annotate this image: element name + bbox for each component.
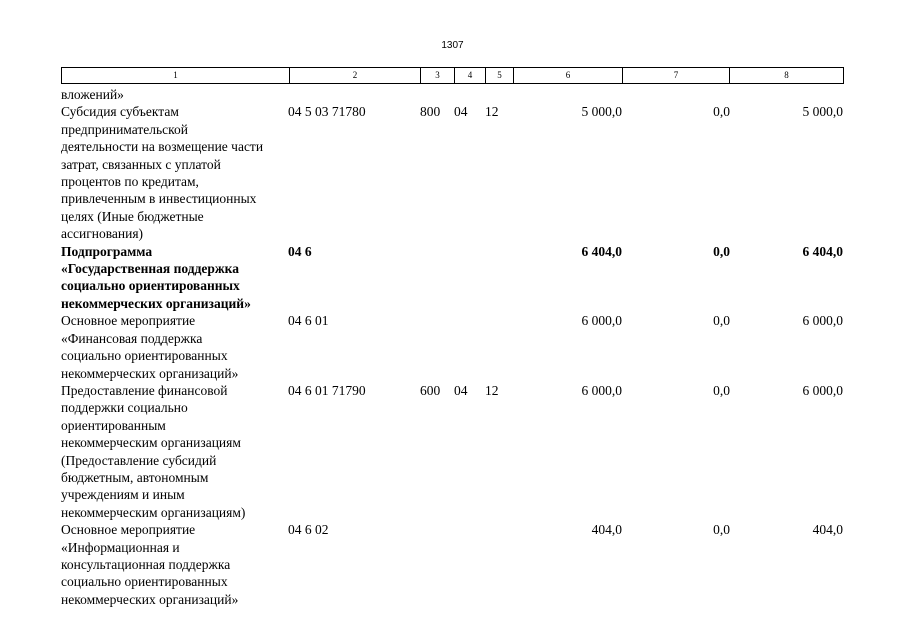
row-amount-col8: 6 000,0: [802, 313, 843, 329]
row-code: 04 6 01: [288, 313, 329, 329]
column-header: 3: [421, 68, 455, 84]
description-line: деятельности на возмещение части: [61, 139, 264, 155]
description-line: ориентированным: [61, 417, 166, 433]
row-description: [61, 521, 291, 608]
row-amount-col7: 0,0: [713, 382, 730, 398]
row-code: 04 6 01 71790: [288, 382, 366, 398]
description-line: Субсидия субъектам: [61, 104, 179, 120]
description-line: поддержки социально: [61, 400, 188, 416]
page-number: 1307: [441, 40, 464, 51]
row-code: 04 5 03 71780: [288, 104, 366, 120]
description-line: Основное мероприятие: [61, 313, 196, 329]
description-line: некоммерческих организаций»: [61, 295, 251, 311]
row-amount-col8: 5 000,0: [802, 104, 843, 120]
row-subsection: 12: [485, 382, 499, 398]
column-header: 2: [290, 68, 421, 84]
description-line: некоммерческим организациям: [61, 435, 241, 451]
description-line: бюджетным, автономным: [61, 469, 209, 485]
column-header: 7: [623, 68, 730, 84]
row-amount-col7: 0,0: [713, 313, 730, 329]
row-description: [61, 243, 291, 313]
description-line: процентов по кредитам,: [61, 174, 199, 190]
description-line: социально ориентированных: [61, 348, 228, 364]
row-amount-col6: 6 000,0: [581, 382, 622, 398]
row-amount-col8: 6 000,0: [802, 382, 843, 398]
table-row: [61, 382, 843, 521]
table-row: [61, 521, 843, 608]
column-header-row: [62, 68, 844, 84]
description-line: социально ориентированных: [61, 574, 228, 590]
table-row: [61, 86, 843, 103]
column-header: 4: [455, 68, 486, 84]
row-description: [61, 312, 291, 382]
description-line: привлеченным в инвестиционных: [61, 191, 257, 207]
column-header: 1: [62, 68, 290, 84]
row-amount-col7: 0,0: [713, 243, 730, 259]
description-line: (Предоставление субсидий: [61, 452, 217, 468]
row-amount-col6: 6 404,0: [581, 243, 622, 259]
description-line: «Информационная и: [61, 539, 180, 555]
row-code: 04 6: [288, 243, 312, 259]
table-row: [61, 103, 843, 242]
row-description: [61, 382, 291, 521]
description-line: вложений»: [61, 87, 124, 102]
row-amount-col8: 6 404,0: [802, 243, 843, 259]
row-amount-col8: 404,0: [812, 522, 843, 538]
row-amount-col6: 5 000,0: [581, 104, 622, 120]
row-expense-type: 800: [420, 104, 441, 120]
description-line: целях (Иные бюджетные: [61, 208, 204, 224]
row-expense-type: 600: [420, 382, 441, 398]
row-amount-col6: 404,0: [591, 522, 622, 538]
description-line: «Финансовая поддержка: [61, 330, 203, 346]
row-description: [61, 103, 291, 242]
description-line: ассигнования): [61, 226, 144, 242]
description-line: учреждениям и иным: [61, 487, 185, 503]
description-line: предпринимательской: [61, 121, 189, 137]
description-line: социально ориентированных: [61, 278, 240, 294]
description-line: «Государственная поддержка: [61, 261, 240, 277]
row-code: 04 6 02: [288, 522, 329, 538]
row-subsection: 12: [485, 104, 499, 120]
row-section: 04: [454, 382, 468, 398]
row-amount-col7: 0,0: [713, 104, 730, 120]
column-header: 8: [730, 68, 844, 84]
row-amount-col7: 0,0: [713, 522, 730, 538]
description-line: Основное мероприятие: [61, 522, 196, 538]
description-line: консультационная поддержка: [61, 556, 231, 572]
table-row: [61, 312, 843, 382]
description-line: некоммерческих организаций»: [61, 591, 239, 607]
description-line: затрат, связанных с уплатой: [61, 156, 221, 172]
description-line: некоммерческих организаций»: [61, 365, 239, 381]
description-line: Подпрограмма: [61, 243, 153, 259]
description-line: Предоставление финансовой: [61, 382, 228, 398]
budget-table-body: [61, 86, 843, 608]
row-description: [61, 86, 291, 103]
description-line: некоммерческим организациям): [61, 504, 246, 520]
column-header: 6: [514, 68, 623, 84]
column-header: 5: [486, 68, 514, 84]
column-header-table: [61, 67, 844, 84]
row-amount-col6: 6 000,0: [581, 313, 622, 329]
row-section: 04: [454, 104, 468, 120]
table-row: [61, 243, 843, 313]
